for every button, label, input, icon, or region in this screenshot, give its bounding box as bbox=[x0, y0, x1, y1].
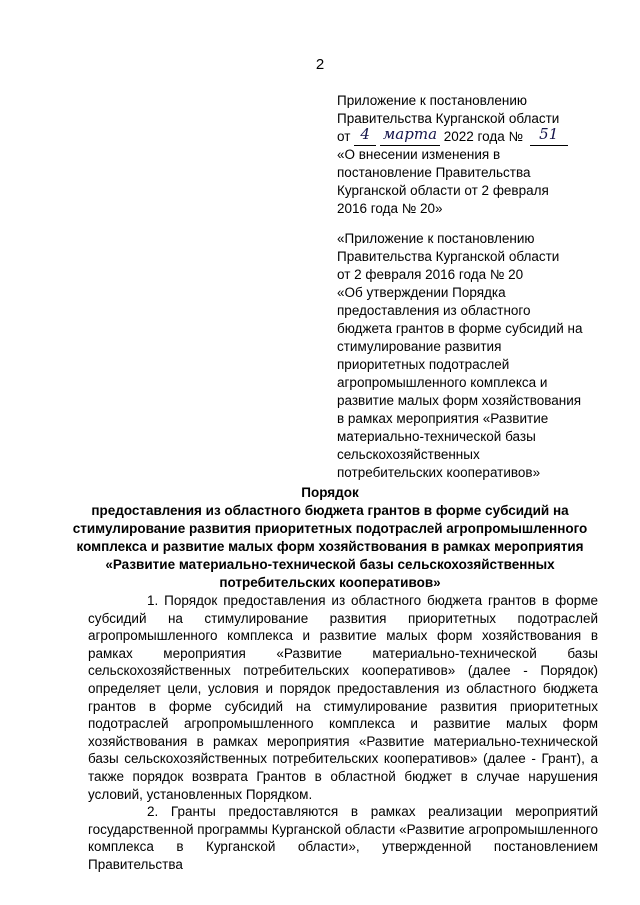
appendix-line: сельскохозяйственных bbox=[337, 447, 480, 462]
title-line: потребительских кооперативов» bbox=[219, 575, 441, 590]
handwritten-number: 51 bbox=[530, 128, 568, 146]
title-line: стимулирование развития приоритетных подотраслей агропромышленного bbox=[72, 521, 588, 536]
appendix-line: развитие малых форм хозяйствования bbox=[337, 393, 582, 408]
paragraph-2: 2. Гранты предоставляются в рамках реализации мероприятий государственной программы Курганской области «Развитие агропромышленного комплекса в Курганской области», утвержденной постановлением Правительства bbox=[88, 804, 598, 872]
title-line: Порядок bbox=[301, 485, 359, 500]
appendix-line: приоритетных подотраслей bbox=[337, 357, 510, 372]
appendix-line: стимулирование развития bbox=[337, 339, 502, 354]
appendix-line: от 2 февраля 2016 года № 20 bbox=[337, 267, 524, 282]
appendix-date-line bbox=[337, 125, 627, 146]
title-line: предоставления из областного бюджета грантов в форме субсидий на bbox=[91, 503, 569, 518]
document-title bbox=[30, 484, 630, 592]
appendix-line: постановление Правительства bbox=[337, 165, 531, 180]
handwritten-day: 4 bbox=[354, 128, 376, 146]
appendix-header-original bbox=[337, 230, 627, 482]
appendix-line: в рамках мероприятия «Развитие bbox=[337, 411, 549, 426]
appendix-header-amendment bbox=[337, 92, 627, 218]
appendix-line: Курганской области от 2 февраля bbox=[337, 183, 549, 198]
appendix-line: «О внесении изменения в bbox=[337, 147, 501, 162]
appendix-line: агропромышленного комплекса и bbox=[337, 375, 548, 390]
appendix-line: 2016 года № 20» bbox=[337, 201, 443, 216]
document-body bbox=[88, 592, 598, 874]
year-text: 2022 года № bbox=[443, 129, 523, 144]
appendix-line: Правительства Курганской области bbox=[337, 111, 560, 126]
date-prefix: от bbox=[337, 129, 351, 144]
appendix-line: «Об утверждении Порядка bbox=[337, 285, 506, 300]
appendix-line: Приложение к постановлению bbox=[337, 93, 528, 108]
paragraph-1: 1. Порядок предоставления из областного бюджета грантов в форме субсидий на стимулирование развития приоритетных подотраслей агропромышленного комплекса и развитие малых форм хозяйствования в рамках мероприятия «Развитие материально-технической базы сельскохозяйственных потребительских кооперативов» (далее - Порядок) определяет цели, условия и порядок предоставления из областного бюджета грантов в форме субсидий на стимулирование развития приоритетных подотраслей агропромышленного комплекса и развитие малых форм хозяйствования в рамках мероприятия «Развитие материально-технической базы сельскохозяйственных потребительских кооперативов» (далее - Грант), а также порядок возврата Грантов в областной бюджет в случае нарушения условий, установленных Порядком. bbox=[88, 593, 598, 802]
appendix-line: «Приложение к постановлению bbox=[337, 231, 535, 246]
title-line: комплекса и развитие малых форм хозяйствования в рамках мероприятия bbox=[76, 539, 584, 554]
appendix-line: Правительства Курганской области bbox=[337, 249, 560, 264]
title-line: «Развитие материально-технической базы сельскохозяйственных bbox=[105, 557, 555, 572]
page-number: 2 bbox=[315, 56, 325, 73]
appendix-line: материально-технической базы bbox=[337, 429, 536, 444]
handwritten-month: марта bbox=[380, 128, 440, 146]
appendix-line: потребительских кооперативов» bbox=[337, 465, 541, 480]
appendix-line: предоставления из областного bbox=[337, 303, 531, 318]
appendix-line: бюджета грантов в форме субсидий на bbox=[337, 321, 583, 336]
